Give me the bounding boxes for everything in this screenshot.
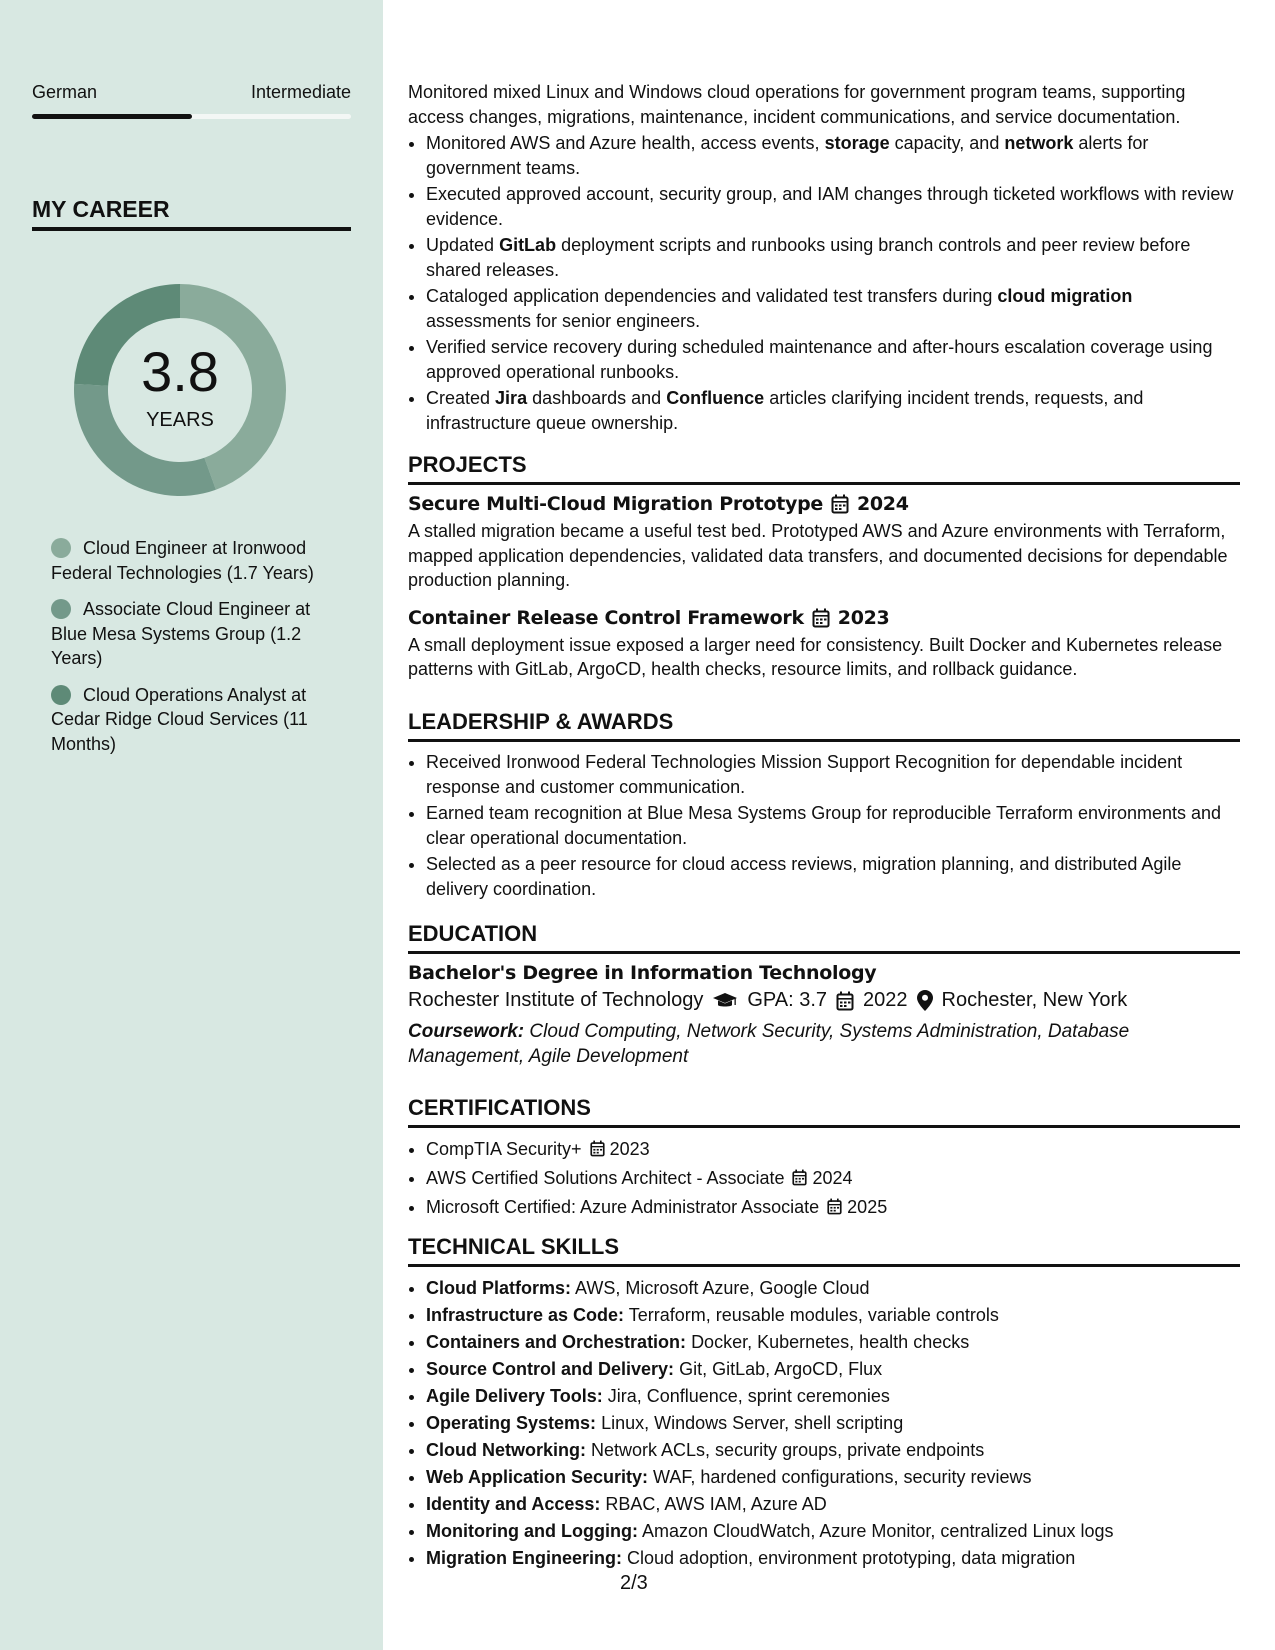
total-years-unit: YEARS bbox=[146, 409, 214, 431]
keyword: cloud migration bbox=[997, 286, 1133, 306]
skill-label: Operating Systems: bbox=[426, 1413, 597, 1433]
career-dot-icon bbox=[51, 599, 71, 619]
certification-year: 2023 bbox=[609, 1139, 650, 1159]
skill-item bbox=[426, 1545, 1240, 1572]
bullet-text: Created bbox=[426, 388, 496, 408]
education-heading: EDUCATION bbox=[408, 921, 1240, 954]
certification-item bbox=[426, 1194, 1240, 1221]
career-dot-icon bbox=[51, 685, 71, 705]
career-list bbox=[51, 536, 351, 768]
career-item bbox=[51, 536, 351, 585]
certifications-heading: CERTIFICATIONS bbox=[408, 1095, 1240, 1128]
skill-item bbox=[426, 1518, 1240, 1545]
sidebar bbox=[0, 0, 383, 1650]
experience-bullets bbox=[408, 131, 1240, 435]
bullet-text: Monitored AWS and Azure health, access events, bbox=[426, 133, 825, 153]
skill-value: WAF, hardened configurations, security reviews bbox=[653, 1467, 1032, 1487]
calendar-icon bbox=[827, 1198, 842, 1215]
career-dot-icon bbox=[51, 538, 71, 558]
certification-item bbox=[426, 1165, 1240, 1192]
keyword: network bbox=[1004, 133, 1074, 153]
skill-item bbox=[426, 1464, 1240, 1491]
calendar-icon bbox=[831, 494, 849, 514]
skill-label: Source Control and Delivery: bbox=[426, 1359, 675, 1379]
language-level: Intermediate bbox=[250, 82, 351, 102]
project-item bbox=[408, 607, 1240, 682]
bullet-text: alerts for government teams. bbox=[426, 133, 1149, 178]
calendar-icon bbox=[590, 1140, 605, 1157]
leadership-item: • Earned team recognition at Blue Mesa Systems Group for reproducible Terraform environments and clear operational documentation. bbox=[426, 801, 1240, 850]
education-school: Rochester Institute of Technology bbox=[408, 989, 704, 1011]
bullet-text: Updated bbox=[426, 235, 500, 255]
bullet-text: deployment scripts and runbooks using branch controls and peer review before shared releases. bbox=[426, 235, 1191, 280]
bullet-text: dashboards and bbox=[527, 388, 667, 408]
projects-heading: PROJECTS bbox=[408, 452, 1240, 485]
certification-year: 2025 bbox=[847, 1197, 888, 1217]
leadership-heading: LEADERSHIP & AWARDS bbox=[408, 709, 1240, 742]
skill-value: Terraform, reusable modules, variable controls bbox=[628, 1305, 999, 1325]
experience-bullet bbox=[426, 182, 1240, 231]
skill-label: Cloud Networking: bbox=[426, 1440, 586, 1460]
skill-label: Infrastructure as Code: bbox=[426, 1305, 625, 1325]
career-item bbox=[51, 597, 351, 671]
skill-value: Amazon CloudWatch, Azure Monitor, centralized Linux logs bbox=[641, 1521, 1114, 1541]
education-section bbox=[408, 921, 1240, 1069]
bullet-text: capacity, and bbox=[889, 133, 1005, 153]
career-item bbox=[51, 683, 351, 757]
skill-item bbox=[426, 1491, 1240, 1518]
language-proficiency-bar bbox=[32, 114, 351, 119]
experience-bullet bbox=[426, 386, 1240, 435]
page-number: 2/3 bbox=[620, 1572, 648, 1594]
coursework-label: Coursework: bbox=[408, 1021, 525, 1042]
career-item-label: Cloud Operations Analyst at Cedar Ridge Cloud Services (11 Months) bbox=[51, 684, 308, 754]
experience-block bbox=[408, 80, 1240, 437]
keyword: Confluence bbox=[666, 388, 765, 408]
skill-item bbox=[426, 1437, 1240, 1464]
career-item-label: Associate Cloud Engineer at Blue Mesa Systems Group (1.2 Years) bbox=[51, 599, 311, 668]
language-name: German bbox=[32, 82, 98, 102]
project-title: Secure Multi-Cloud Migration Prototype bbox=[408, 493, 823, 515]
education-location: Rochester, New York bbox=[941, 989, 1128, 1011]
project-description: A small deployment issue exposed a larger need for consistency. Built Docker and Kubernetes release patterns with GitLab, ArgoCD, health checks, resource limits, and rollback guidance. bbox=[408, 634, 1223, 679]
keyword: storage bbox=[824, 133, 890, 153]
bullet-text: Executed approved account, security group, and IAM changes through ticketed workflows with review evidence. bbox=[426, 184, 1234, 229]
certification-item bbox=[426, 1136, 1240, 1163]
education-details bbox=[408, 989, 1240, 1012]
bullet-text: Verified service recovery during scheduled maintenance and after-hours escalation coverage using approved operational runbooks. bbox=[426, 337, 1213, 382]
career-heading: MY CAREER bbox=[32, 196, 351, 231]
certification-name: CompTIA Security+ bbox=[426, 1139, 582, 1159]
skills-list bbox=[408, 1275, 1240, 1572]
skill-value: Linux, Windows Server, shell scripting bbox=[601, 1413, 904, 1433]
calendar-icon bbox=[792, 1169, 807, 1186]
keyword: Jira bbox=[495, 388, 528, 408]
keyword: GitLab bbox=[499, 235, 557, 255]
skill-value: Git, GitLab, ArgoCD, Flux bbox=[679, 1359, 883, 1379]
skill-label: Agile Delivery Tools: bbox=[426, 1386, 603, 1406]
bullet-text: Cataloged application dependencies and validated test transfers during bbox=[426, 286, 998, 306]
project-year: 2023 bbox=[837, 606, 890, 629]
skills-heading: TECHNICAL SKILLS bbox=[408, 1234, 1240, 1267]
skill-label: Cloud Platforms: bbox=[426, 1278, 572, 1298]
skill-item bbox=[426, 1275, 1240, 1302]
certification-name: AWS Certified Solutions Architect - Associate bbox=[426, 1168, 785, 1188]
skill-item bbox=[426, 1410, 1240, 1437]
total-years-value: 3.8 bbox=[141, 340, 219, 403]
coursework-list: Cloud Computing, Network Security, Systems Administration, Database Management, Agile Development bbox=[408, 1021, 1130, 1067]
skill-item bbox=[426, 1383, 1240, 1410]
experience-bullet bbox=[426, 335, 1240, 384]
leadership-section bbox=[408, 709, 1240, 903]
skill-label: Containers and Orchestration: bbox=[426, 1332, 687, 1352]
experience-bullet bbox=[426, 233, 1240, 282]
calendar-icon bbox=[836, 991, 854, 1011]
education-coursework bbox=[408, 1020, 1240, 1069]
project-year: 2024 bbox=[856, 493, 909, 515]
leadership-item: • Selected as a peer resource for cloud access reviews, migration planning, and distributed Agile delivery coordination. bbox=[426, 852, 1240, 901]
project-description: A stalled migration became a useful test bed. Prototyped AWS and Azure environments with Terraform, mapped application dependencies, validated data transfers, and documented decisions for dependable production planning. bbox=[408, 521, 1228, 590]
skill-item bbox=[426, 1356, 1240, 1383]
language-row bbox=[32, 82, 351, 103]
main-content bbox=[408, 0, 1240, 1650]
projects-section bbox=[408, 452, 1240, 696]
bullet-text: articles clarifying incident trends, requests, and infrastructure queue ownership. bbox=[426, 388, 1144, 433]
bullet-text: assessments for senior engineers. bbox=[426, 310, 701, 331]
skill-value: Cloud adoption, environment prototyping, data migration bbox=[627, 1548, 1076, 1568]
skill-item bbox=[426, 1302, 1240, 1329]
certifications-section bbox=[408, 1095, 1240, 1223]
experience-bullet bbox=[426, 131, 1240, 180]
leadership-list bbox=[408, 750, 1240, 901]
skill-label: Monitoring and Logging: bbox=[426, 1521, 638, 1541]
experience-bullet bbox=[426, 284, 1240, 333]
project-title: Container Release Control Framework bbox=[408, 606, 804, 629]
experience-summary: Monitored mixed Linux and Windows cloud operations for government program teams, supporting access changes, migrations, maintenance, incident communications, and service documentation. bbox=[408, 82, 1186, 127]
skill-label: Identity and Access: bbox=[426, 1494, 601, 1514]
language-proficiency-fill bbox=[32, 114, 192, 119]
graduation-cap-icon bbox=[712, 992, 738, 1010]
skill-value: Docker, Kubernetes, health checks bbox=[691, 1332, 970, 1352]
education-gpa: GPA: 3.7 bbox=[747, 989, 828, 1011]
skills-section bbox=[408, 1234, 1240, 1572]
skill-label: Migration Engineering: bbox=[426, 1548, 622, 1568]
certification-name: Microsoft Certified: Azure Administrator Associate bbox=[426, 1197, 820, 1217]
project-item bbox=[408, 493, 1240, 593]
skill-item bbox=[426, 1329, 1240, 1356]
certifications-list bbox=[408, 1136, 1240, 1221]
skill-value: Jira, Confluence, sprint ceremonies bbox=[607, 1386, 890, 1406]
certification-year: 2024 bbox=[812, 1168, 853, 1188]
career-item-label: Cloud Engineer at Ironwood Federal Technologies (1.7 Years) bbox=[51, 538, 314, 583]
education-degree: Bachelor's Degree in Information Technology bbox=[408, 962, 877, 984]
skill-label: Web Application Security: bbox=[426, 1467, 649, 1487]
calendar-icon bbox=[812, 608, 830, 628]
location-pin-icon bbox=[917, 990, 933, 1011]
skill-value: AWS, Microsoft Azure, Google Cloud bbox=[575, 1278, 870, 1298]
education-year: 2022 bbox=[863, 989, 908, 1011]
skill-value: RBAC, AWS IAM, Azure AD bbox=[605, 1494, 827, 1514]
leadership-item: • Received Ironwood Federal Technologies Mission Support Recognition for dependable incident response and customer communication. bbox=[426, 750, 1240, 799]
skill-value: Network ACLs, security groups, private endpoints bbox=[591, 1440, 985, 1460]
